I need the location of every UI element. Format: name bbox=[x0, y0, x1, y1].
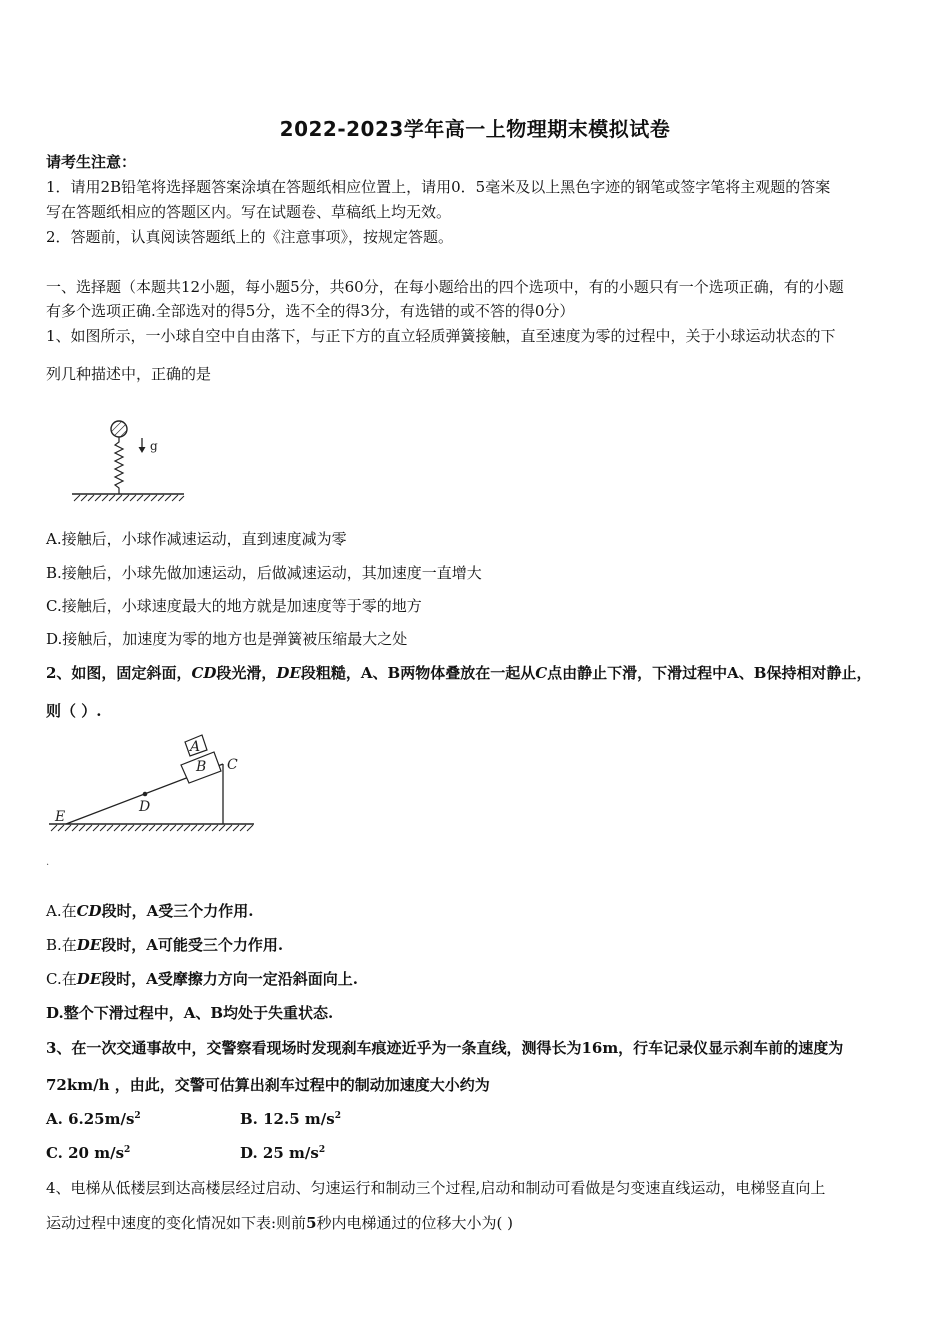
q4-stem-part: 5 bbox=[306, 1214, 317, 1232]
q2-option-part: B.在 bbox=[46, 936, 77, 954]
q2-option-a bbox=[46, 900, 253, 922]
label-b: B bbox=[196, 759, 207, 775]
q1-stem-line2: 列几种描述中，正确的是 bbox=[46, 365, 212, 383]
ball-icon bbox=[111, 421, 127, 437]
notice-item-1a: 1．请用2B铅笔将选择题答案涂填在答题纸相应位置上，请用0．5毫米及以上黑色字迹的钢笔或签字笔将主观题的答案 bbox=[46, 178, 831, 196]
q2-stem-part: 点由静止下滑，下滑过程中A、B保持相对静止， bbox=[547, 664, 872, 682]
q4-stem-line2 bbox=[46, 1212, 513, 1234]
q2-stem-part: CD bbox=[191, 664, 217, 682]
q1-option-d: D.接触后，加速度为零的地方也是弹簧被压缩最大之处 bbox=[46, 630, 408, 648]
q3-stem-line2: 72km/h ，由此，交警可估算出刹车过程中的制动加速度大小约为 bbox=[46, 1076, 490, 1094]
q3-option-text: D. 25 m/s bbox=[240, 1144, 319, 1162]
q2-stem-part: 段粗糙，A、B两物体叠放在一起从 bbox=[300, 664, 536, 682]
q3-option-text: B. 12.5 m/s bbox=[240, 1110, 335, 1128]
q2-option-part: 段时，A可能受三个力作用. bbox=[101, 936, 284, 954]
superscript: 2 bbox=[134, 1111, 141, 1121]
page-title: 2022-2023学年高一上物理期末模拟试卷 bbox=[279, 117, 671, 141]
q3-option-text: C. 20 m/s bbox=[46, 1144, 125, 1162]
section-heading-line1: 一、选择题（本题共12小题，每小题5分，共60分，在每小题给出的四个选项中，有的小题只有一个选项正确，有的小题 bbox=[46, 278, 844, 296]
superscript: 2 bbox=[334, 1111, 341, 1121]
q2-stem-part: DE bbox=[276, 664, 301, 682]
q1-option-a: A.接触后，小球作减速运动，直到速度减为零 bbox=[46, 530, 347, 548]
gravity-label: g bbox=[150, 439, 158, 453]
q2-option-part: A.在 bbox=[46, 902, 77, 920]
q2-stem-line1 bbox=[46, 662, 871, 684]
q2-option-part: DE bbox=[76, 936, 102, 954]
superscript: 2 bbox=[318, 1145, 326, 1155]
q2-option-d: D.整个下滑过程中，A、B均处于失重状态. bbox=[46, 1004, 334, 1022]
q3-option-d bbox=[240, 1142, 325, 1164]
point-d-dot bbox=[143, 792, 148, 797]
label-d: D bbox=[139, 799, 151, 815]
q2-option-part: C.在 bbox=[46, 970, 77, 988]
q3-option-b bbox=[240, 1108, 341, 1130]
spring-icon bbox=[115, 437, 123, 494]
q3-option-c bbox=[46, 1142, 130, 1164]
q2-option-part: 段时，A受摩擦力方向一定沿斜面向上. bbox=[101, 970, 359, 988]
q1-option-b: B.接触后，小球先做加速运动，后做减速运动，其加速度一直增大 bbox=[46, 564, 482, 582]
q2-option-c bbox=[46, 968, 358, 990]
label-c: C bbox=[227, 757, 238, 773]
section-heading-line2: 有多个选项正确.全部选对的得5分，选不全的得3分，有选错的或不答的得0分） bbox=[46, 302, 575, 320]
figure-marker: . bbox=[46, 857, 50, 868]
q2-stem-line2: 则（ ）. bbox=[46, 702, 102, 720]
superscript: 2 bbox=[124, 1145, 131, 1155]
q3-option-text: A. 6.25m/s bbox=[46, 1110, 135, 1128]
notice-item-2: 2．答题前，认真阅读答题纸上的《注意事项》，按规定答题。 bbox=[46, 228, 454, 246]
q3-stem-line1: 3、在一次交通事故中，交警察看现场时发现刹车痕迹近乎为一条直线，测得长为16m，行车记录仪显示刹车前的速度为 bbox=[46, 1039, 844, 1057]
q3-option-a bbox=[46, 1108, 141, 1130]
q4-stem-part: 秒内电梯通过的位移大小为( ) bbox=[316, 1214, 513, 1232]
q2-option-part: 段时，A受三个力作用. bbox=[101, 902, 254, 920]
q2-stem-part: 2、如图，固定斜面， bbox=[46, 664, 192, 682]
q2-option-part: CD bbox=[76, 902, 102, 920]
q4-stem-part: 运动过程中速度的变化情况如下表:则前 bbox=[46, 1214, 307, 1232]
label-e: E bbox=[55, 809, 66, 825]
notice-heading: 请考生注意： bbox=[46, 153, 137, 171]
q1-ball-spring-figure bbox=[68, 418, 188, 508]
q2-stem-part: C bbox=[535, 664, 548, 682]
q2-option-b bbox=[46, 934, 283, 956]
q4-stem-line1: 4、电梯从低楼层到达高楼层经过启动、匀速运行和制动三个过程,启动和制动可看做是匀变速直线运动，电梯竖直向上 bbox=[46, 1179, 826, 1197]
q2-incline-figure bbox=[44, 733, 259, 838]
q2-option-part: DE bbox=[76, 970, 102, 988]
q2-stem-part: 段光滑， bbox=[216, 664, 277, 682]
label-a: A bbox=[190, 739, 201, 755]
q1-stem-line1: 1、如图所示，一小球自空中自由落下，与正下方的直立轻质弹簧接触，直至速度为零的过程中，关于小球运动状态的下 bbox=[46, 327, 836, 345]
q1-option-c: C.接触后，小球速度最大的地方就是加速度等于零的地方 bbox=[46, 597, 422, 615]
notice-item-1b: 写在答题纸相应的答题区内。写在试题卷、草稿纸上均无效。 bbox=[46, 203, 452, 221]
